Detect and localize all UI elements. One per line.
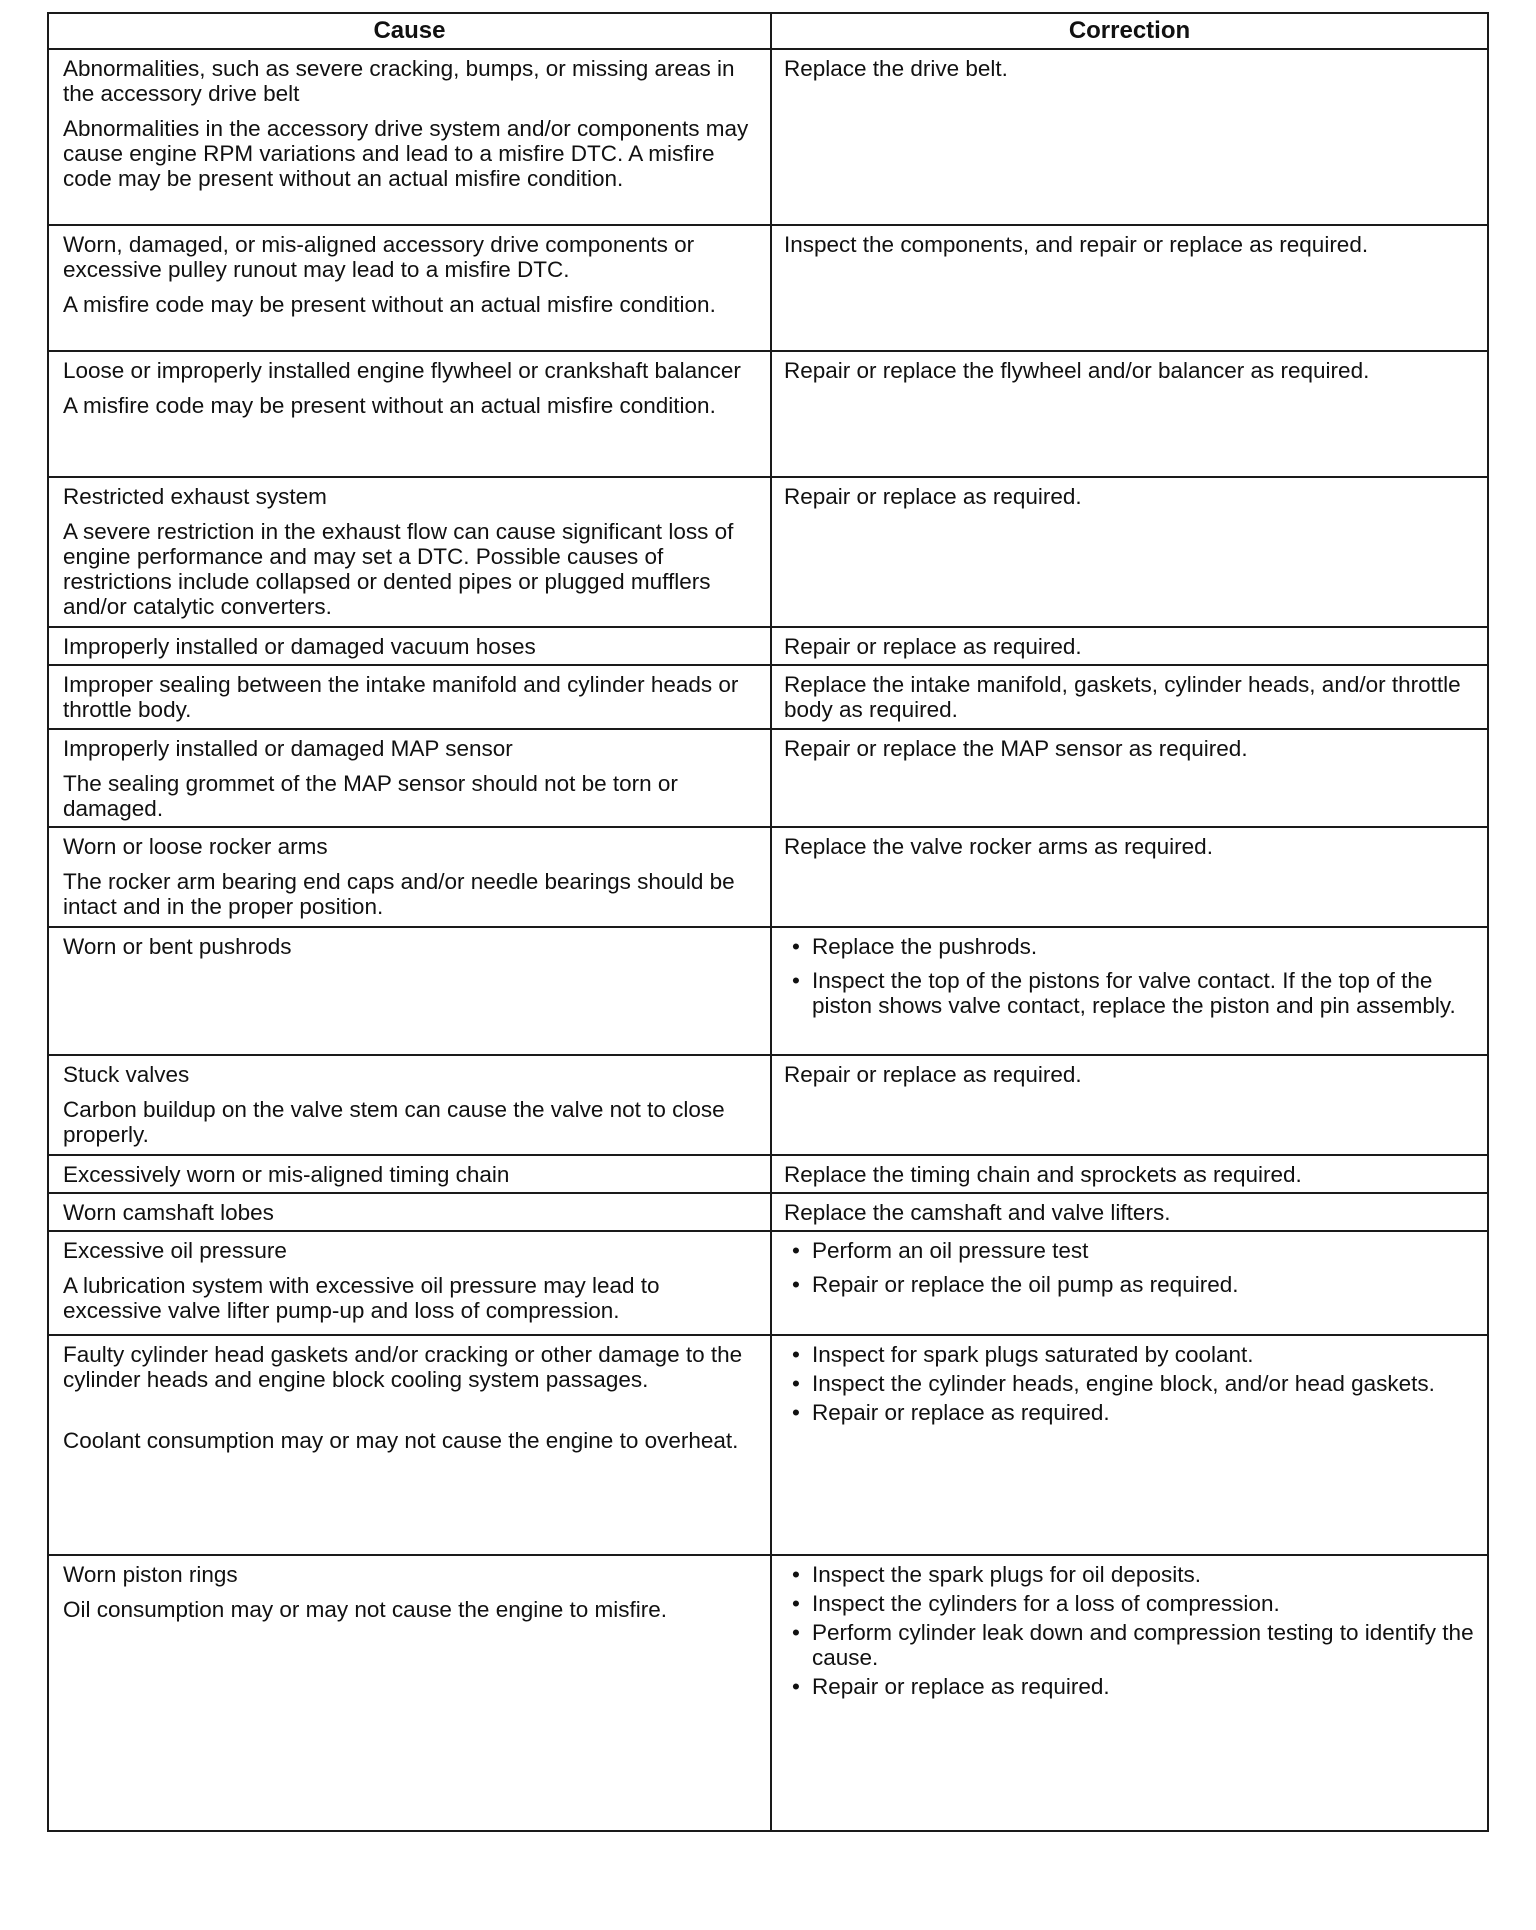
correction-text: Repair or replace the MAP sensor as required. bbox=[784, 736, 1248, 761]
diagnostic-table bbox=[47, 12, 1489, 1832]
correction-bullet-text: Perform cylinder leak down and compression testing to identify the cause. bbox=[812, 1620, 1474, 1670]
correction-text: Repair or replace the flywheel and/or balancer as required. bbox=[784, 358, 1370, 383]
table-row bbox=[48, 827, 1488, 927]
cause-detail: Abnormalities in the accessory drive system and/or components may cause engine RPM variations and lead to a misfire DTC. A misfire code may be present without an actual misfire condition. bbox=[63, 116, 749, 191]
table-row bbox=[48, 665, 1488, 729]
correction-text: Repair or replace as required. bbox=[784, 634, 1082, 659]
correction-text: Replace the intake manifold, gaskets, cylinder heads, and/or throttle body as required. bbox=[784, 672, 1461, 722]
correction-bullet-text: Repair or replace as required. bbox=[812, 1400, 1110, 1425]
list-item bbox=[784, 1371, 1477, 1396]
list-item bbox=[784, 934, 1477, 959]
cause-cell bbox=[48, 927, 771, 1055]
list-item bbox=[784, 968, 1477, 1018]
list-item bbox=[784, 1342, 1477, 1367]
bullet-icon: • bbox=[792, 1272, 800, 1297]
correction-bullet-text: Replace the pushrods. bbox=[812, 934, 1038, 959]
correction-bullet-text: Repair or replace the oil pump as required. bbox=[812, 1272, 1239, 1297]
correction-bullet-text: Perform an oil pressure test bbox=[812, 1238, 1089, 1263]
correction-cell bbox=[771, 627, 1488, 665]
cause-detail: Coolant consumption may or may not cause the engine to overheat. bbox=[63, 1428, 739, 1453]
correction-text: Replace the valve rocker arms as required. bbox=[784, 834, 1213, 859]
correction-cell bbox=[771, 1555, 1488, 1831]
table-row bbox=[48, 477, 1488, 627]
cause-cell bbox=[48, 1155, 771, 1193]
table-row bbox=[48, 1555, 1488, 1831]
list-item bbox=[784, 1400, 1477, 1425]
correction-bullet-text: Inspect for spark plugs saturated by coolant. bbox=[812, 1342, 1254, 1367]
cause-cell bbox=[48, 49, 771, 225]
correction-text: Replace the drive belt. bbox=[784, 56, 1008, 81]
cause-detail: The sealing grommet of the MAP sensor should not be torn or damaged. bbox=[63, 771, 678, 821]
cause-title: Improperly installed or damaged MAP sensor bbox=[63, 736, 513, 761]
cause-detail: A misfire code may be present without an actual misfire condition. bbox=[63, 393, 716, 418]
table-row bbox=[48, 1335, 1488, 1555]
correction-cell bbox=[771, 477, 1488, 627]
correction-cell bbox=[771, 49, 1488, 225]
cause-cell bbox=[48, 225, 771, 351]
cause-title: Excessively worn or mis-aligned timing chain bbox=[63, 1162, 510, 1187]
list-item bbox=[784, 1674, 1477, 1699]
cause-cell bbox=[48, 665, 771, 729]
cause-title: Worn or bent pushrods bbox=[63, 934, 292, 959]
bullet-icon: • bbox=[792, 968, 800, 993]
correction-cell bbox=[771, 665, 1488, 729]
cause-title: Improperly installed or damaged vacuum hoses bbox=[63, 634, 536, 659]
correction-cell bbox=[771, 1155, 1488, 1193]
cause-cell bbox=[48, 729, 771, 827]
correction-bullet-text: Inspect the top of the pistons for valve contact. If the top of the piston shows valve contact, replace the piston and pin assembly. bbox=[812, 968, 1456, 1018]
list-item bbox=[784, 1238, 1477, 1263]
table-row bbox=[48, 627, 1488, 665]
bullet-icon: • bbox=[792, 1591, 800, 1616]
cause-detail: A lubrication system with excessive oil pressure may lead to excessive valve lifter pump-up and loss of compression. bbox=[63, 1273, 660, 1323]
correction-cell bbox=[771, 1193, 1488, 1231]
correction-cell bbox=[771, 351, 1488, 477]
cause-title: Worn or loose rocker arms bbox=[63, 834, 328, 859]
bullet-icon: • bbox=[792, 934, 800, 959]
correction-text: Repair or replace as required. bbox=[784, 484, 1082, 509]
cause-cell bbox=[48, 1055, 771, 1155]
table-row bbox=[48, 351, 1488, 477]
cause-title: Worn piston rings bbox=[63, 1562, 238, 1587]
header-row bbox=[48, 13, 1488, 49]
cause-cell bbox=[48, 1555, 771, 1831]
correction-cell bbox=[771, 927, 1488, 1055]
list-item bbox=[784, 1591, 1477, 1616]
table-row bbox=[48, 1055, 1488, 1155]
cause-detail: Oil consumption may or may not cause the engine to misfire. bbox=[63, 1597, 668, 1622]
correction-text: Replace the camshaft and valve lifters. bbox=[784, 1200, 1171, 1225]
cause-column-header: Cause bbox=[48, 13, 771, 49]
cause-cell bbox=[48, 1231, 771, 1335]
table-row bbox=[48, 927, 1488, 1055]
correction-bullet-text: Inspect the spark plugs for oil deposits. bbox=[812, 1562, 1201, 1587]
correction-list bbox=[784, 934, 1477, 1018]
correction-bullet-text: Repair or replace as required. bbox=[812, 1674, 1110, 1699]
table-row bbox=[48, 729, 1488, 827]
cause-cell bbox=[48, 827, 771, 927]
bullet-icon: • bbox=[792, 1562, 800, 1587]
correction-list bbox=[784, 1562, 1477, 1699]
cause-detail: The rocker arm bearing end caps and/or needle bearings should be intact and in the proper position. bbox=[63, 869, 735, 919]
correction-list bbox=[784, 1342, 1477, 1425]
cause-cell bbox=[48, 1193, 771, 1231]
list-item bbox=[784, 1562, 1477, 1587]
bullet-icon: • bbox=[792, 1371, 800, 1396]
cause-cell bbox=[48, 627, 771, 665]
correction-bullet-text: Inspect the cylinders for a loss of compression. bbox=[812, 1591, 1280, 1616]
correction-list bbox=[784, 1238, 1477, 1297]
cause-title: Improper sealing between the intake manifold and cylinder heads or throttle body. bbox=[63, 672, 739, 722]
cause-cell bbox=[48, 1335, 771, 1555]
cause-title: Stuck valves bbox=[63, 1062, 190, 1087]
cause-title: Worn, damaged, or mis-aligned accessory drive components or excessive pulley runout may lead to a misfire DTC. bbox=[63, 232, 695, 282]
cause-cell bbox=[48, 477, 771, 627]
correction-cell bbox=[771, 729, 1488, 827]
correction-text: Inspect the components, and repair or replace as required. bbox=[784, 232, 1369, 257]
cause-title: Worn camshaft lobes bbox=[63, 1200, 274, 1225]
correction-cell bbox=[771, 1231, 1488, 1335]
list-item bbox=[784, 1620, 1477, 1670]
correction-text: Replace the timing chain and sprockets as required. bbox=[784, 1162, 1302, 1187]
cause-title: Restricted exhaust system bbox=[63, 484, 327, 509]
cause-detail: Carbon buildup on the valve stem can cause the valve not to close properly. bbox=[63, 1097, 725, 1147]
bullet-icon: • bbox=[792, 1674, 800, 1699]
table-row bbox=[48, 1231, 1488, 1335]
table-row bbox=[48, 49, 1488, 225]
cause-title: Faulty cylinder head gaskets and/or cracking or other damage to the cylinder heads and engine block cooling system passages. bbox=[63, 1342, 743, 1392]
table-row bbox=[48, 225, 1488, 351]
cause-detail: A severe restriction in the exhaust flow can cause significant loss of engine performance and may set a DTC. Possible causes of restrictions include collapsed or dented pipes or plugged mufflers and/or catalytic converters. bbox=[63, 519, 734, 619]
correction-cell bbox=[771, 1055, 1488, 1155]
correction-cell bbox=[771, 1335, 1488, 1555]
cause-title: Loose or improperly installed engine flywheel or crankshaft balancer bbox=[63, 358, 741, 383]
cause-title: Abnormalities, such as severe cracking, bumps, or missing areas in the accessory drive belt bbox=[63, 56, 735, 106]
bullet-icon: • bbox=[792, 1620, 800, 1645]
list-item bbox=[784, 1272, 1477, 1297]
table-row bbox=[48, 1193, 1488, 1231]
correction-bullet-text: Inspect the cylinder heads, engine block, and/or head gaskets. bbox=[812, 1371, 1435, 1396]
correction-text: Repair or replace as required. bbox=[784, 1062, 1082, 1087]
cause-cell bbox=[48, 351, 771, 477]
correction-cell bbox=[771, 827, 1488, 927]
cause-title: Excessive oil pressure bbox=[63, 1238, 287, 1263]
table-row bbox=[48, 1155, 1488, 1193]
correction-cell bbox=[771, 225, 1488, 351]
cause-detail: A misfire code may be present without an actual misfire condition. bbox=[63, 292, 716, 317]
correction-column-header: Correction bbox=[771, 13, 1488, 49]
bullet-icon: • bbox=[792, 1342, 800, 1367]
bullet-icon: • bbox=[792, 1238, 800, 1263]
bullet-icon: • bbox=[792, 1400, 800, 1425]
